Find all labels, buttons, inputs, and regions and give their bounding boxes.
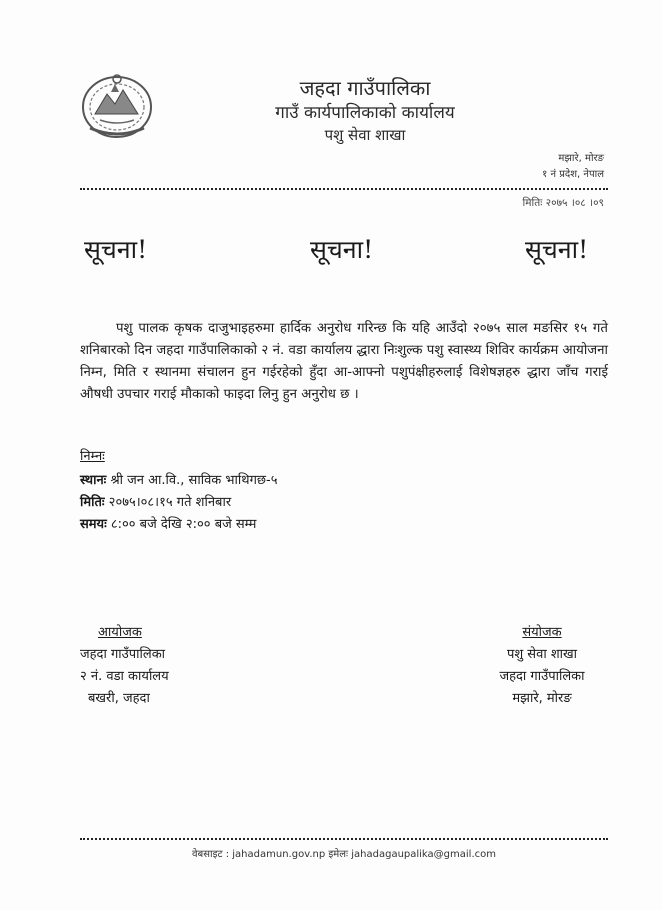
footer-divider — [80, 838, 608, 840]
nepal-emblem-icon — [78, 70, 156, 140]
organizer-title: आयोजक — [98, 625, 142, 640]
letter-date: मितिः २०७५ ।०८ ।०९ — [522, 197, 604, 209]
details-time — [80, 514, 256, 532]
coordinator-title: संयोजक — [522, 625, 562, 640]
place-value: श्री जन आ.वि., साविक भाथिगछ-५ — [106, 473, 278, 488]
date-value: २०७५।०८।१५ गते शनिबार — [104, 495, 232, 510]
coordinator-line3: मझारे, मोरङ — [512, 691, 572, 706]
notice-heading-left: सूचना! — [84, 235, 148, 264]
office-title: गाउँ कार्यपालिकाको कार्यालय — [275, 103, 455, 123]
footer-contact: वेबसाइट : jahadamun.gov.np इमेलः jahadagaupalika@gmail.com — [191, 849, 496, 860]
coordinator-line1: पशु सेवा शाखा — [506, 647, 578, 662]
address-line1: मझारे, मोरङ — [558, 153, 604, 164]
address-line2: १ नं प्रदेश, नेपाल — [542, 169, 604, 180]
notice-body-text: पशु पालक कृषक दाजुभाइहरुमा हार्दिक अनुरोध गरिन्छ कि यहि आउँदो २०७५ साल मङसिर १५ गते शनिबारको दिन जहदा गाउँपालिकाको २ नं. वडा कार्यालय द्धारा निःशुल्क पशु स्वास्थ्य शिविर कार्यक्रम आयोजना निम्न, मिति र स्थानमा संचालन हुन गईरहेको हुँदा आ-आफ्नो पशुपंक्षीहरुलाई विशेषज्ञहरु द्धारा जाँच गराई औषधी उपचार गराई मौकाको फाइदा लिनु हुन अनुरोध छ । — [80, 321, 608, 402]
branch-title: पशु सेवा शाखा — [324, 126, 406, 144]
place-label: स्थानः — [80, 473, 107, 488]
coordinator-line2: जहदा गाउँपालिका — [499, 669, 585, 684]
organizer-block — [80, 622, 230, 710]
details-place — [80, 470, 277, 488]
notice-heading-center: सूचना! — [310, 235, 374, 264]
date-label: मितिः — [80, 495, 105, 510]
municipality-title: जहदा गाउँपालिका — [299, 76, 431, 100]
coordinator-block — [472, 622, 612, 710]
details-date — [80, 492, 231, 510]
organizer-line1: जहदा गाउँपालिका — [80, 647, 166, 662]
details-heading: निम्नः — [80, 449, 105, 464]
time-value: ८:०० बजे देखि २:०० बजे सम्म — [106, 517, 257, 532]
notice-heading-right: सूचना! — [525, 235, 589, 264]
organizer-line3: बखरी, जहदा — [88, 691, 150, 706]
header-divider — [80, 188, 608, 190]
notice-body — [80, 318, 608, 406]
time-label: समयः — [80, 517, 107, 532]
organizer-line2: २ नं. वडा कार्यालय — [80, 669, 169, 684]
